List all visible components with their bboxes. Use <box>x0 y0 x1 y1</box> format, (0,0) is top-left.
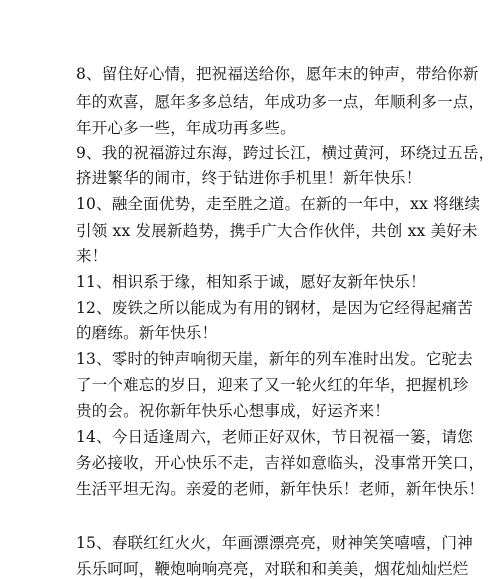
text-line: 8、留住好心情，把祝福送给你，愿年末的钟声，带给你新 <box>76 65 479 83</box>
text-line: 14、今日适逢周六，老师正好双休，节日祝福一篓，请您 <box>76 428 473 446</box>
text-line: 9、我的祝福游过东海，跨过长江，横过黄河，环绕过五岳， <box>76 144 495 162</box>
text-line: 来！ <box>76 247 108 265</box>
text-line: 贵的会。祝你新年快乐心想事成，好运齐来！ <box>76 402 391 420</box>
text-line: 了一个难忘的岁日，迎来了又一轮火红的年华，把握机珍 <box>76 376 469 394</box>
text-line: 务必接收，开心快乐不走，吉祥如意临头，没事常开笑口， <box>76 454 485 472</box>
text-line: 13、零时的钟声响彻天崖，新年的列车准时出发。它驼去 <box>76 350 473 368</box>
text-line: 11、相识系于缘，相知系于诚，愿好友新年快乐！ <box>76 273 426 291</box>
text-line: 10、融全面优势，走至胜之道。在新的一年中，xx 将继续 <box>76 195 481 213</box>
text-line: 乐乐呵呵，鞭炮响响亮亮，对联和和美美，烟花灿灿烂烂 <box>76 560 469 578</box>
text-line: 引领 xx 发展新趋势，携手广大合作伙伴，共创 xx 美好未 <box>76 222 478 240</box>
text-line: 生活平坦无沟。亲爱的老师，新年快乐！老师，新年快乐！ <box>76 480 485 498</box>
text-line: 挤进繁华的闹市，终于钻进你手机里！新年快乐！ <box>76 169 422 187</box>
text-line: 的磨练。新年快乐！ <box>76 324 218 342</box>
text-line: 年的欢喜，愿年多多总结，年成功多一点，年顺利多一点， <box>76 93 485 111</box>
text-line: 15、春联红红火火，年画漂漂亮亮，财神笑笑嘻嘻，门神 <box>76 534 473 552</box>
text-line: 年开心多一些，年成功再多些。 <box>76 119 296 137</box>
text-line: 12、废铁之所以能成为有用的钢材，是因为它经得起痛苦 <box>76 299 473 317</box>
